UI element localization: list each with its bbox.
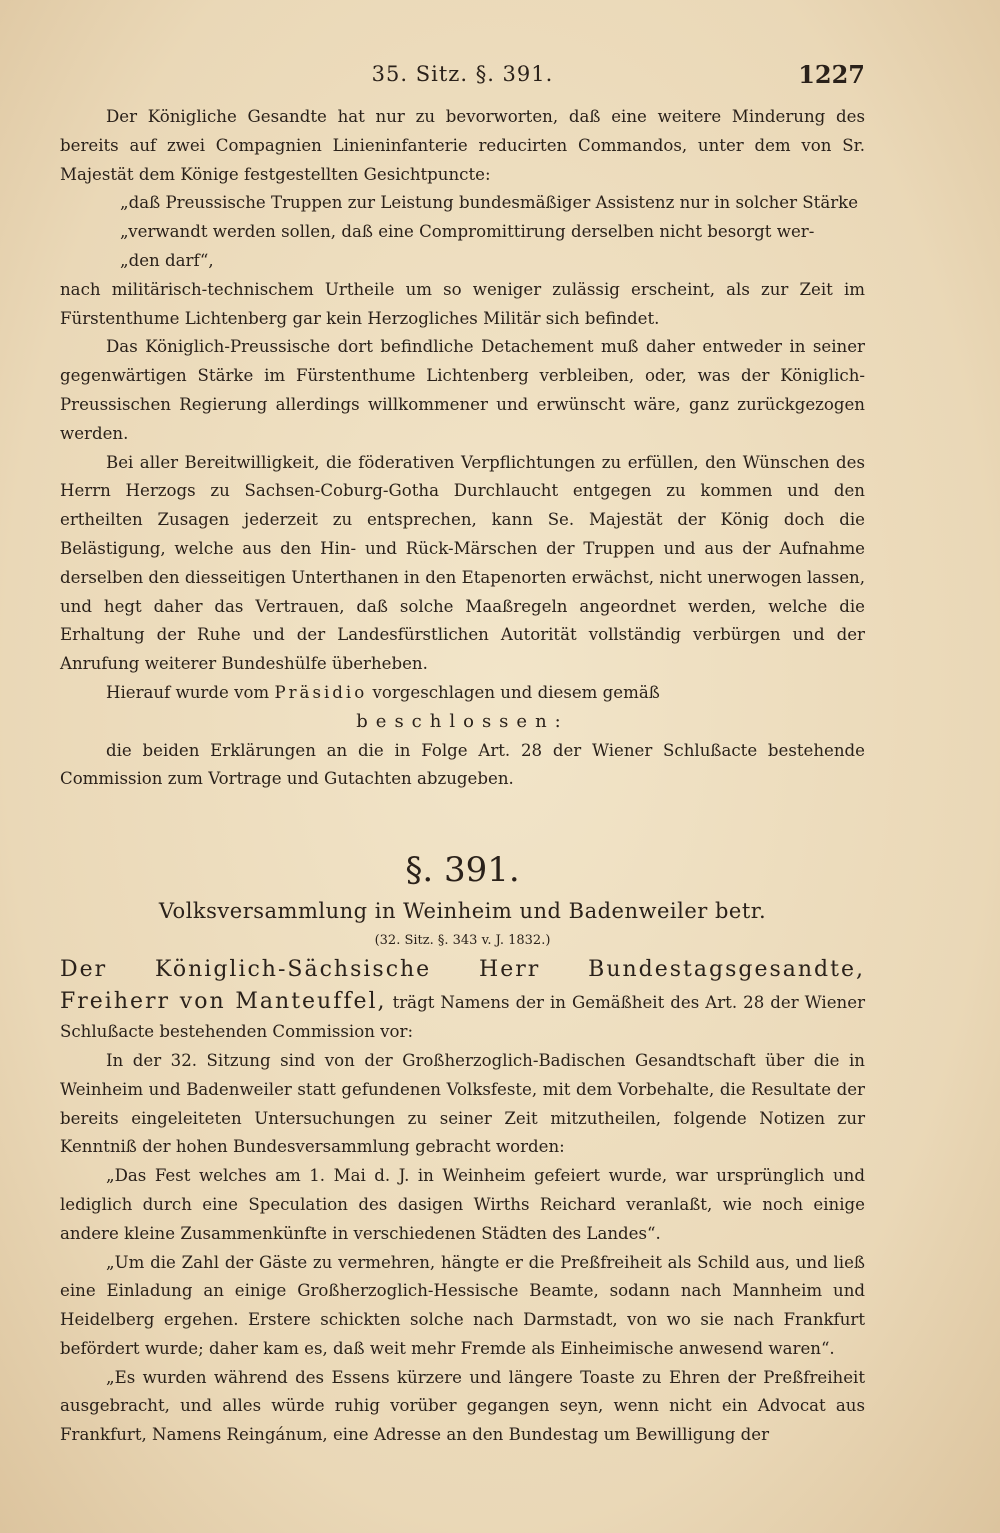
proposal-praesidio: Präsidio xyxy=(274,682,368,702)
paragraph-resolution: die beiden Erklärungen an die in Folge Art. 28 der Wiener Schlußacte bestehende Commission zum Vortrage und Gutachten abzugeben. xyxy=(60,740,865,789)
paragraph-gesandte: Der Königliche Gesandte hat nur zu bevorworten, daß eine weitere Minderung des bereits auf zwei Compagnien Linieninfanterie reducirten Commandos, unter dem von Sr. Majestät dem Könige festgestellten Gesichtpuncte: xyxy=(60,107,865,184)
section-reference: (32. Sitz. §. 343 v. J. 1832.) xyxy=(374,933,551,949)
proposal-before: Hierauf wurde vom xyxy=(106,682,275,702)
paragraph-toaste: „Es wurden während des Essens kürzere und längere Toaste zu Ehren der Preßfreiheit ausgebracht, und alles würde ruhig vorüber gegangen seyn, wenn nicht ein Advocat aus Frankfurt, Namens Reingánum, eine Adresse an den Bundestag um Bewilligung der xyxy=(60,1367,865,1445)
quote-line-3: „den darf“, xyxy=(120,250,214,270)
paragraph-militaer: nach militärisch-technischem Urtheile um so weniger zulässig erscheint, als zur Zeit im Fürstenthume Lichtenberg gar kein Herzogliches Militär sich befindet. xyxy=(60,279,865,328)
section-number: §. 391. xyxy=(405,850,520,891)
paragraph-sitzung: In der 32. Sitzung sind von der Großherzoglich-Badischen Gesandtschaft über die in Weinheim und Badenweiler statt gefundenen Volksfeste, mit dem Vorbehalte, die Resultate der bereits eingeleiteten Untersuchungen zu seiner Zeit mitzutheilen, folgende Notizen zur Kenntniß der hohen Bundesversammlung gebracht worden: xyxy=(60,1050,865,1157)
paragraph-opening xyxy=(60,954,865,1047)
page-number: 1227 xyxy=(798,60,865,89)
quote-line-1: „daß Preussische Truppen zur Leistung bundesmäßiger Assistenz nur in solcher Stärke xyxy=(120,193,859,213)
page-body xyxy=(60,103,865,1450)
paragraph-proposal xyxy=(60,679,865,708)
running-head: 35. Sitz. §. 391. xyxy=(371,62,554,86)
quote-line-2: „verwandt werden sollen, daß eine Compromittirung derselben nicht besorgt wer- xyxy=(120,222,815,242)
paragraph-gaeste: „Um die Zahl der Gäste zu vermehren, hängte er die Preßfreiheit als Schild aus, und ließ eine Einladung an einige Großherzoglich-Hessische Beamte, sodann nach Mannheim und Heidelberg ergehen. Erstere schickten solche nach Darmstadt, von wo sie nach Frankfurt befördert wurde; daher kam es, daß weit mehr Fremde als Einheimische anwesend waren“. xyxy=(60,1252,865,1358)
resolved-heading: beschlossen: xyxy=(356,710,569,732)
proposal-after: vorgeschlagen und diesem gemäß xyxy=(367,682,660,702)
opening-speaker: Der Königlich-Sächsische Herr Bundestagsgesandte, Freiherr von Manteuffel, xyxy=(60,957,865,1015)
section-title: Volksversammlung in Weinheim und Badenweiler betr. xyxy=(158,899,767,924)
paragraph-detachement: Das Königlich-Preussische dort befindliche Detachement muß daher entweder in seiner gegenwärtigen Stärke im Fürstenthume Lichtenberg verbleiben, oder, was der Königlich-Preussischen Regierung allerdings willkommener und erwünscht wäre, ganz zurückgezogen werden. xyxy=(60,337,865,443)
page-header xyxy=(60,62,865,92)
paragraph-bereitwilligkeit: Bei aller Bereitwilligkeit, die föderativen Verpflichtungen zu erfüllen, den Wünschen des Herrn Herzogs zu Sachsen-Coburg-Gotha Durchlaucht entgegen zu kommen und den ertheilten Zusagen jederzeit zu entsprechen, kann Se. Majestät der König doch die Belästigung, welche aus den Hin- und Rück-Märschen der Truppen und aus der Aufnahme derselben den diesseitigen Unterthanen in den Etapenorten erwächst, nicht unerwogen lassen, und hegt daher das Vertrauen, daß solche Maaßregeln angeordnet werden, welche die Erhaltung der Ruhe und der Landesfürstlichen Autorität vollständig verbürgen und der Anrufung weiterer Bundeshülfe überheben. xyxy=(60,452,865,674)
paragraph-fest: „Das Fest welches am 1. Mai d. J. in Weinheim gefeiert wurde, war ursprünglich und lediglich durch eine Speculation des dasigen Wirths Reichard veranlaßt, wie noch einige andere kleine Zusammenkünfte in verschiedenen Städten des Landes“. xyxy=(60,1166,865,1243)
opening-rest: trägt Namens der in Gemäßheit des Art. 28 der Wiener Schlußacte bestehenden Commission vor: xyxy=(60,993,866,1042)
